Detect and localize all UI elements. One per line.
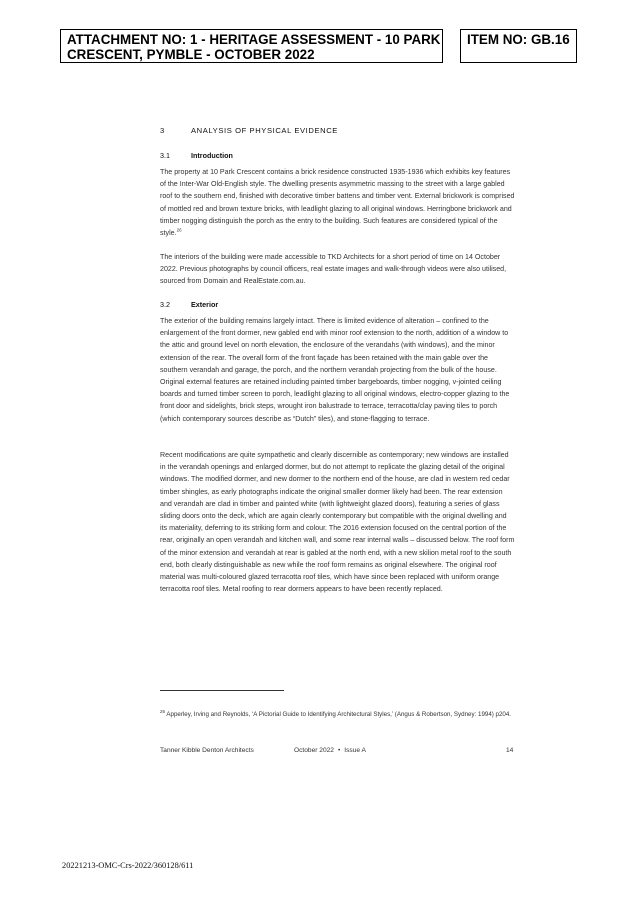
item-number: ITEM NO: GB.16	[467, 32, 570, 47]
footnote-divider	[160, 690, 284, 691]
footer-date: October 2022	[294, 747, 334, 754]
document-reference: 20221213-OMC-Crs-2022/360128/611	[62, 861, 194, 870]
subsection-title: Exterior	[191, 300, 219, 309]
footnote-text: Apperley, Irving and Reynolds, ‘A Pictorial Guide to Identifying Architectural Styles,’ (Angus & Robertson, Sydney: 1994) p204.	[166, 711, 512, 718]
subsection-number: 3.1	[160, 151, 170, 160]
attachment-title-box	[60, 29, 443, 63]
subsection-number: 3.2	[160, 300, 170, 309]
page-number: 14	[506, 747, 514, 754]
introduction-paragraph-2: The interiors of the building were made accessible to TKD Architects for a short period of time on 14 October 2022. Previous photographs by council officers, real estate images and walk-through videos were also utilised, sourced from Domain and RealEstate.com.au.	[160, 253, 507, 286]
section-title: ANALYSIS OF PHYSICAL EVIDENCE	[191, 126, 338, 135]
footnote	[160, 710, 515, 720]
subsection-heading-exterior	[160, 300, 218, 309]
subsection-title: Introduction	[191, 151, 233, 160]
section-number: 3	[160, 126, 165, 135]
attachment-title-line1: ATTACHMENT NO: 1 - HERITAGE ASSESSMENT - 10 PARK	[67, 32, 441, 47]
footer-bullet: •	[337, 747, 341, 754]
exterior-paragraph-2: Recent modifications are quite sympathetic and clearly discernible as contemporary; new windows are installed in the verandah openings and enlarged dormer, but do not attempt to replicate the glazing detail of the original windows. The modified dormer, and new dormer to the northern end of the house, are clad in western red cedar timber shingles, as early photographs indicate the original smaller dormer likely had been. The rear extension and verandah are clad in timber and painted white (with lightweight glazed doors), featuring a series of glass sliding doors onto the deck, which are again clearly contemporary but compatible with the original dwelling and its materiality, deferring to its striking form and colour. The 2016 extension focused on the central portion of the rear, originally an open verandah and kitchen wall, and some rear internal walls – discussed below. The roof form of the minor extension and verandah at rear is gabled at the north end, with a new skilion metal roof to the south end, both clearly distinguishable as new while the roof form remains as original elsewhere. The original roof material was multi-coloured glazed terracotta roof tiles, which have since been replaced with uniform orange terracotta roof tiles. Metal roofing to rear dormers appears to have been recently replaced.	[160, 451, 515, 594]
attachment-title-line2: CRESCENT, PYMBLE - OCTOBER 2022	[67, 47, 315, 62]
footer-issue	[294, 747, 366, 754]
section-heading	[160, 126, 338, 135]
footnote-reference: 26	[176, 227, 182, 233]
introduction-paragraph-1: The property at 10 Park Crescent contains a brick residence constructed 1935-1936 which exhibits key features of the Inter-War Old-English style. The dwelling presents asymmetric massing to the street with a large gabled roof to the southern end, finished with decorative timber battens and timber vent. External brickwork is comprised of mottled red and brown texture bricks, with leadlight glazing to all original windows. Herringbone brickwork and timber nogging distinguish the porch as the entry to the building. Such features are considered typical of the style.$^{26}$	[160, 168, 515, 238]
exterior-paragraph-1: The exterior of the building remains largely intact. There is limited evidence of alteration – confined to the enlargement of the front dormer, new gabled end with minor roof extension to the north, addition of a window to the attic and ground level on north elevation, the enclosure of the verandahs (with windows), and the minor extension of the rear. The overall form of the front façade has been retained with the main gable over the southern verandah and garage, the porch, and the northern verandah projecting from the bulk of the house. Original external features are retained including painted timber bargeboards, timber nogging, v-jointed ceiling boards and turned timber screen to porch, leadlight glazing to all original windows, electro-copper glazing to the front door and sidelights, brick steps, wrought iron balustrade to terrace, terracotta/clay paving tiles to porch (which contemporary sources describe as “Dutch” tiles), and stone-flagging to terrace.	[160, 317, 510, 423]
footer-firm: Tanner Kibble Denton Architects	[160, 747, 254, 754]
subsection-heading-introduction	[160, 151, 233, 160]
footnote-number: 26	[160, 708, 166, 714]
item-number-box	[460, 29, 577, 63]
footer-issue-label: Issue A	[344, 747, 366, 754]
